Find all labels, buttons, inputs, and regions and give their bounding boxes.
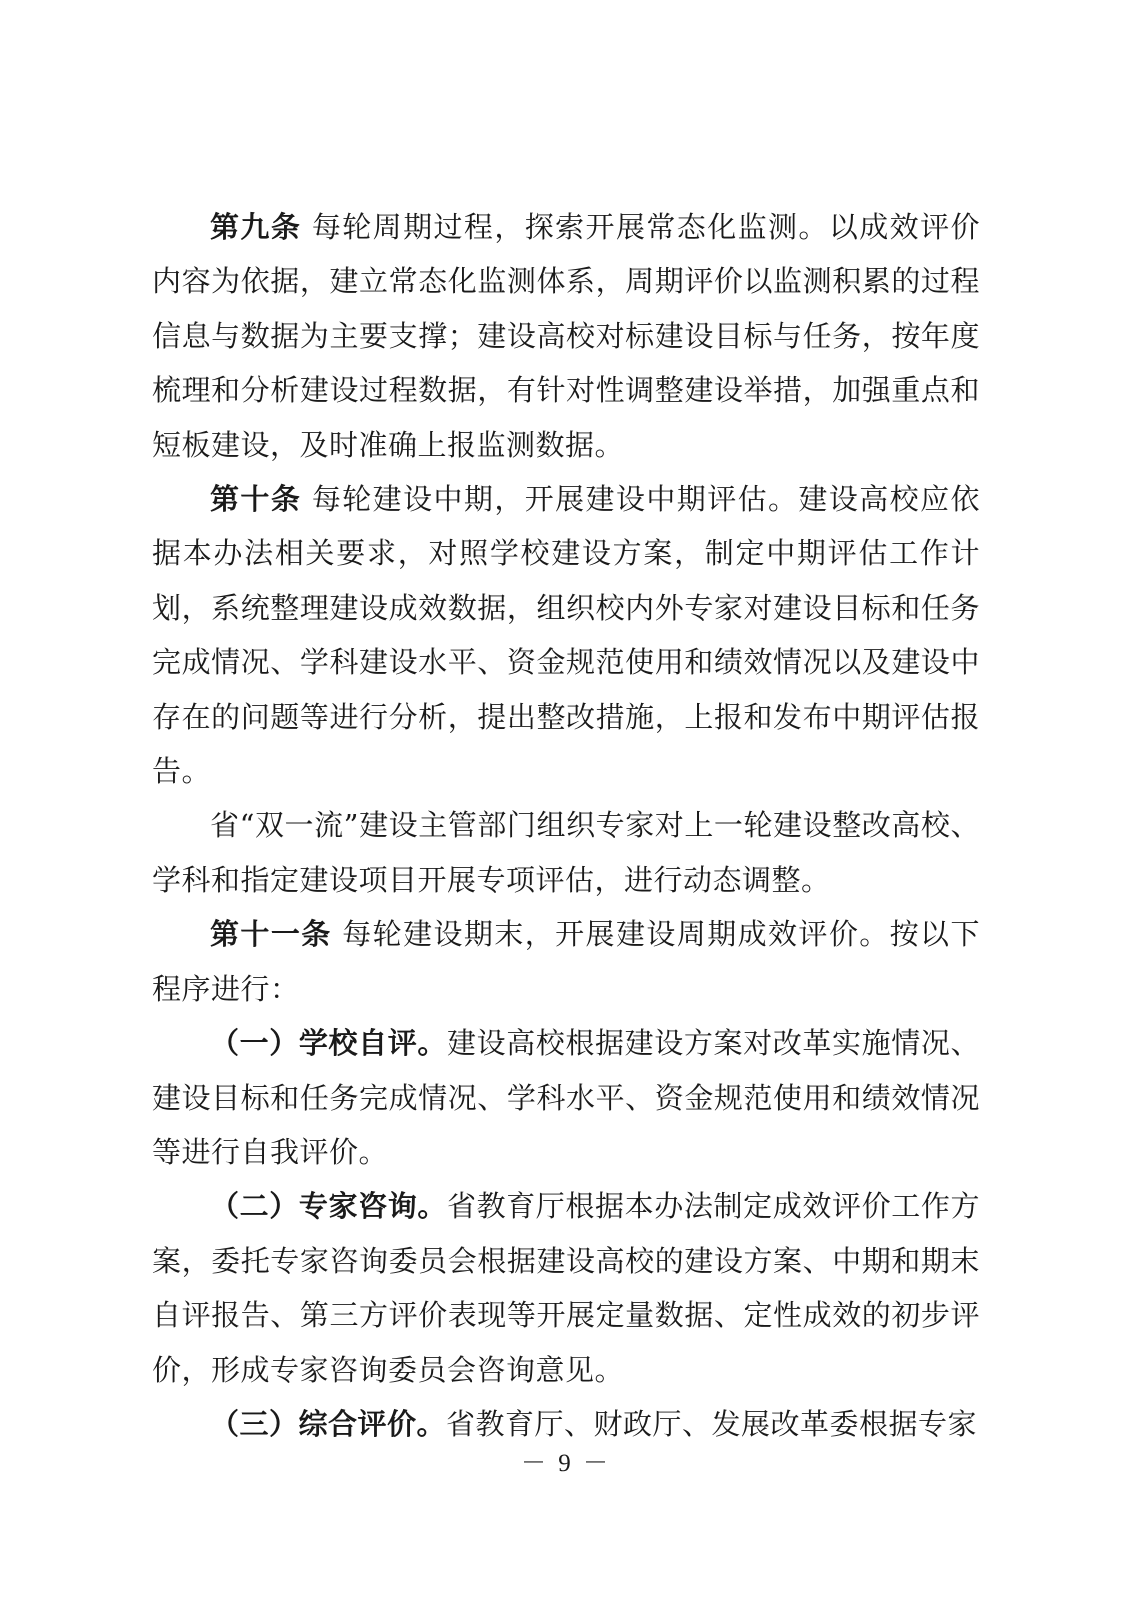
- article-10-supplement-text: 省“双一流”建设主管部门组织专家对上一轮建设整改高校、学科和指定建设项目开展专项评估，进行动态调整。: [152, 808, 980, 897]
- step-1-heading: （一）学校自评。: [210, 1026, 447, 1061]
- article-10-text: 每轮建设中期，开展建设中期评估。建设高校应依据本办法相关要求，对照学校建设方案，制定中期评估工作计划，系统整理建设成效数据，组织校内外专家对建设目标和任务完成情况、学科建设水平、资金规范使用和绩效情况以及建设中存在的问题等进行分析，提出整改措施，上报和发布中期评估报告。: [152, 482, 980, 789]
- step-2-text: 省教育厅根据本办法制定成效评价工作方案，委托专家咨询委员会根据建设高校的建设方案、中期和期末自评报告、第三方评价表现等开展定量数据、定性成效的初步评价，形成专家咨询委员会咨询意见。: [152, 1189, 980, 1387]
- step-3-heading: （三）综合评价。: [210, 1406, 447, 1441]
- step-3-text: 省教育厅、财政厅、发展改革委根据专家: [446, 1406, 978, 1441]
- article-9-paragraph: [152, 200, 980, 472]
- step-1-paragraph: [152, 1016, 980, 1179]
- page-number: － 9 －: [520, 1450, 611, 1477]
- article-9-heading: 第九条: [210, 210, 302, 244]
- step-1-text: 建设高校根据建设方案对改革实施情况、建设目标和任务完成情况、学科水平、资金规范使用和绩效情况等进行自我评价。: [152, 1026, 980, 1169]
- step-2-heading: （二）专家咨询。: [210, 1189, 447, 1224]
- article-10-paragraph: [152, 472, 980, 798]
- article-11-heading: 第十一条: [210, 917, 332, 952]
- article-11-paragraph: [152, 907, 980, 1016]
- article-10-supplement-paragraph: [152, 798, 980, 907]
- article-10-heading: 第十条: [210, 482, 302, 517]
- step-2-paragraph: [152, 1179, 980, 1397]
- article-11-text: 每轮建设期末，开展建设周期成效评价。按以下程序进行：: [152, 917, 980, 1006]
- document-body: [152, 200, 980, 1451]
- article-9-text: 每轮周期过程，探索开展常态化监测。以成效评价内容为依据，建立常态化监测体系，周期评价以监测积累的过程信息与数据为主要支撑；建设高校对标建设目标与任务，按年度梳理和分析建设过程数据，有针对性调整建设举措，加强重点和短板建设，及时准确上报监测数据。: [152, 210, 980, 462]
